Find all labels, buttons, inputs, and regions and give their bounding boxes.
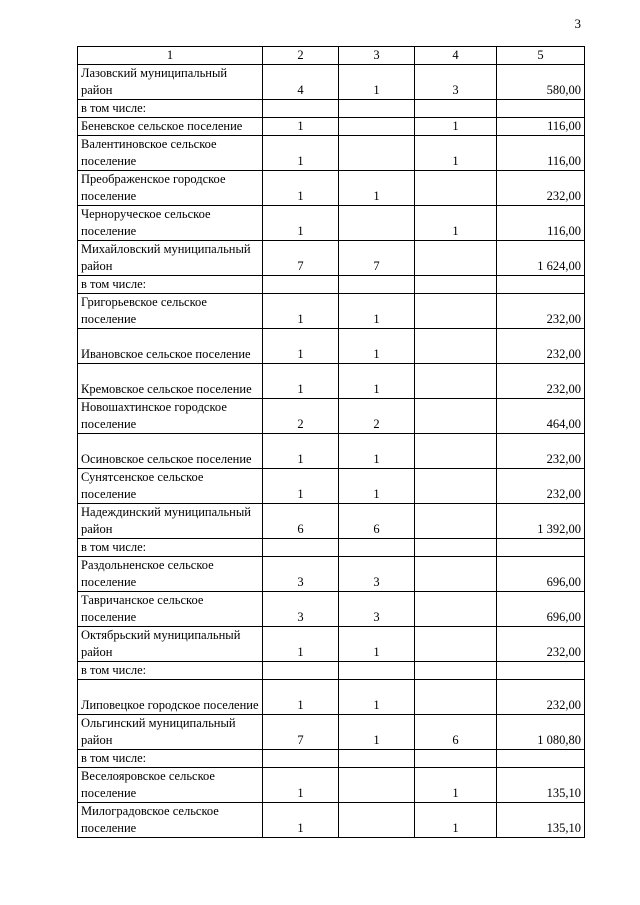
table-row <box>78 241 585 276</box>
row-col2-cell: 1 <box>263 627 339 662</box>
row-col2-cell: 1 <box>263 294 339 329</box>
row-name-cell: в том числе: <box>78 662 263 680</box>
row-col4-cell <box>415 469 497 504</box>
row-name-cell: Веселояровское сельское поселение <box>78 768 263 803</box>
row-col3-cell: 3 <box>339 557 415 592</box>
row-amount-cell: 696,00 <box>497 592 585 627</box>
row-col2-cell: 7 <box>263 715 339 750</box>
row-name-cell: Новошахтинское городское поселение <box>78 399 263 434</box>
row-amount-cell <box>497 539 585 557</box>
row-amount-cell: 135,10 <box>497 768 585 803</box>
row-name-cell: в том числе: <box>78 100 263 118</box>
row-col4-cell <box>415 364 497 399</box>
row-col4-cell: 1 <box>415 803 497 838</box>
row-col3-cell: 3 <box>339 592 415 627</box>
table-row <box>78 768 585 803</box>
row-name-cell: Григорьевское сельское поселение <box>78 294 263 329</box>
row-col2-cell: 1 <box>263 171 339 206</box>
row-amount-cell <box>497 100 585 118</box>
table-row <box>78 434 585 469</box>
row-amount-cell: 232,00 <box>497 680 585 715</box>
row-name-cell: Надеждинский муниципальный район <box>78 504 263 539</box>
table-row <box>78 539 585 557</box>
row-col4-cell <box>415 329 497 364</box>
row-col2-cell <box>263 276 339 294</box>
row-col2-cell: 7 <box>263 241 339 276</box>
row-amount-cell: 116,00 <box>497 206 585 241</box>
row-col2-cell: 4 <box>263 65 339 100</box>
row-col2-cell: 3 <box>263 592 339 627</box>
row-col3-cell: 1 <box>339 65 415 100</box>
row-col2-cell: 1 <box>263 434 339 469</box>
row-col4-cell <box>415 434 497 469</box>
table-row <box>78 803 585 838</box>
table-row <box>78 469 585 504</box>
row-col2-cell: 1 <box>263 206 339 241</box>
row-col3-cell: 1 <box>339 294 415 329</box>
row-col4-cell <box>415 539 497 557</box>
row-col2-cell: 1 <box>263 680 339 715</box>
row-amount-cell: 232,00 <box>497 364 585 399</box>
row-col2-cell: 1 <box>263 768 339 803</box>
row-amount-cell <box>497 662 585 680</box>
table-row <box>78 399 585 434</box>
row-col3-cell: 1 <box>339 680 415 715</box>
row-col4-cell <box>415 171 497 206</box>
row-amount-cell: 232,00 <box>497 627 585 662</box>
row-amount-cell: 135,10 <box>497 803 585 838</box>
row-col3-cell: 6 <box>339 504 415 539</box>
row-col3-cell: 1 <box>339 715 415 750</box>
row-name-cell: Кремовское сельское поселение <box>78 364 263 399</box>
table-row <box>78 65 585 100</box>
row-col3-cell <box>339 100 415 118</box>
row-name-cell: Раздольненское сельское поселение <box>78 557 263 592</box>
row-name-cell: Валентиновское сельское поселение <box>78 136 263 171</box>
row-col4-cell <box>415 557 497 592</box>
row-amount-cell <box>497 276 585 294</box>
row-col2-cell: 2 <box>263 399 339 434</box>
row-name-cell: Черноруческое сельское поселение <box>78 206 263 241</box>
row-col4-cell: 1 <box>415 136 497 171</box>
row-amount-cell: 696,00 <box>497 557 585 592</box>
row-col2-cell: 1 <box>263 364 339 399</box>
row-name-cell: Тавричанское сельское поселение <box>78 592 263 627</box>
row-amount-cell: 232,00 <box>497 329 585 364</box>
row-col4-cell: 6 <box>415 715 497 750</box>
row-col4-cell <box>415 680 497 715</box>
row-col2-cell <box>263 100 339 118</box>
row-name-cell: Ивановское сельское поселение <box>78 329 263 364</box>
row-col2-cell: 1 <box>263 118 339 136</box>
row-amount-cell: 1 624,00 <box>497 241 585 276</box>
row-col2-cell <box>263 539 339 557</box>
row-col3-cell: 1 <box>339 364 415 399</box>
table-row <box>78 171 585 206</box>
row-col4-cell <box>415 504 497 539</box>
table-row <box>78 662 585 680</box>
row-col2-cell: 1 <box>263 803 339 838</box>
row-name-cell: в том числе: <box>78 539 263 557</box>
table-row <box>78 627 585 662</box>
row-col2-cell: 1 <box>263 136 339 171</box>
row-col4-cell: 1 <box>415 118 497 136</box>
header-col-3: 3 <box>339 47 415 65</box>
row-col3-cell <box>339 750 415 768</box>
row-amount-cell: 1 080,80 <box>497 715 585 750</box>
row-amount-cell: 1 392,00 <box>497 504 585 539</box>
row-col2-cell <box>263 662 339 680</box>
page-number: 3 <box>574 16 581 31</box>
row-col2-cell: 6 <box>263 504 339 539</box>
header-col-5: 5 <box>497 47 585 65</box>
row-col4-cell <box>415 100 497 118</box>
row-col4-cell <box>415 294 497 329</box>
row-name-cell: в том числе: <box>78 276 263 294</box>
row-col3-cell: 2 <box>339 399 415 434</box>
row-col3-cell: 1 <box>339 171 415 206</box>
header-col-4: 4 <box>415 47 497 65</box>
row-amount-cell: 464,00 <box>497 399 585 434</box>
row-col3-cell <box>339 118 415 136</box>
row-amount-cell: 116,00 <box>497 136 585 171</box>
row-col4-cell: 1 <box>415 206 497 241</box>
row-col3-cell: 7 <box>339 241 415 276</box>
row-col2-cell: 1 <box>263 329 339 364</box>
row-col3-cell <box>339 206 415 241</box>
table-row <box>78 118 585 136</box>
row-name-cell: Преображенское городское поселение <box>78 171 263 206</box>
row-col4-cell <box>415 592 497 627</box>
table-row <box>78 364 585 399</box>
row-col3-cell <box>339 136 415 171</box>
row-amount-cell: 232,00 <box>497 469 585 504</box>
row-col4-cell <box>415 662 497 680</box>
table-row <box>78 206 585 241</box>
row-col4-cell: 1 <box>415 768 497 803</box>
row-col3-cell: 1 <box>339 434 415 469</box>
row-col2-cell <box>263 750 339 768</box>
row-col4-cell: 3 <box>415 65 497 100</box>
row-name-cell: Беневское сельское поселение <box>78 118 263 136</box>
row-amount-cell: 580,00 <box>497 65 585 100</box>
table-row <box>78 100 585 118</box>
row-name-cell: Липовецкое городское поселение <box>78 680 263 715</box>
table-row <box>78 136 585 171</box>
row-col2-cell: 3 <box>263 557 339 592</box>
row-name-cell: Осиновское сельское поселение <box>78 434 263 469</box>
row-amount-cell <box>497 750 585 768</box>
row-name-cell: Лазовский муниципальный район <box>78 65 263 100</box>
row-col4-cell <box>415 627 497 662</box>
row-col4-cell <box>415 399 497 434</box>
row-amount-cell: 232,00 <box>497 171 585 206</box>
row-name-cell: Ольгинский муниципальный район <box>78 715 263 750</box>
row-name-cell: Сунятсенское сельское поселение <box>78 469 263 504</box>
header-col-1: 1 <box>78 47 263 65</box>
row-name-cell: Милоградовское сельское поселение <box>78 803 263 838</box>
row-col3-cell <box>339 662 415 680</box>
row-col3-cell: 1 <box>339 469 415 504</box>
row-col4-cell <box>415 276 497 294</box>
row-name-cell: в том числе: <box>78 750 263 768</box>
row-name-cell: Михайловский муниципальный район <box>78 241 263 276</box>
table-row <box>78 750 585 768</box>
table-row <box>78 715 585 750</box>
table-header-row <box>78 47 585 65</box>
row-col4-cell <box>415 750 497 768</box>
table-row <box>78 294 585 329</box>
row-col3-cell <box>339 276 415 294</box>
row-amount-cell: 116,00 <box>497 118 585 136</box>
header-col-2: 2 <box>263 47 339 65</box>
row-name-cell: Октябрьский муниципальный район <box>78 627 263 662</box>
allocation-table <box>77 46 585 838</box>
table-row <box>78 276 585 294</box>
table-row <box>78 504 585 539</box>
table-row <box>78 329 585 364</box>
table-row <box>78 680 585 715</box>
row-col3-cell <box>339 768 415 803</box>
row-amount-cell: 232,00 <box>497 294 585 329</box>
row-col4-cell <box>415 241 497 276</box>
row-col3-cell <box>339 803 415 838</box>
table-row <box>78 592 585 627</box>
row-col3-cell: 1 <box>339 329 415 364</box>
row-col2-cell: 1 <box>263 469 339 504</box>
table-row <box>78 557 585 592</box>
row-amount-cell: 232,00 <box>497 434 585 469</box>
row-col3-cell: 1 <box>339 627 415 662</box>
row-col3-cell <box>339 539 415 557</box>
